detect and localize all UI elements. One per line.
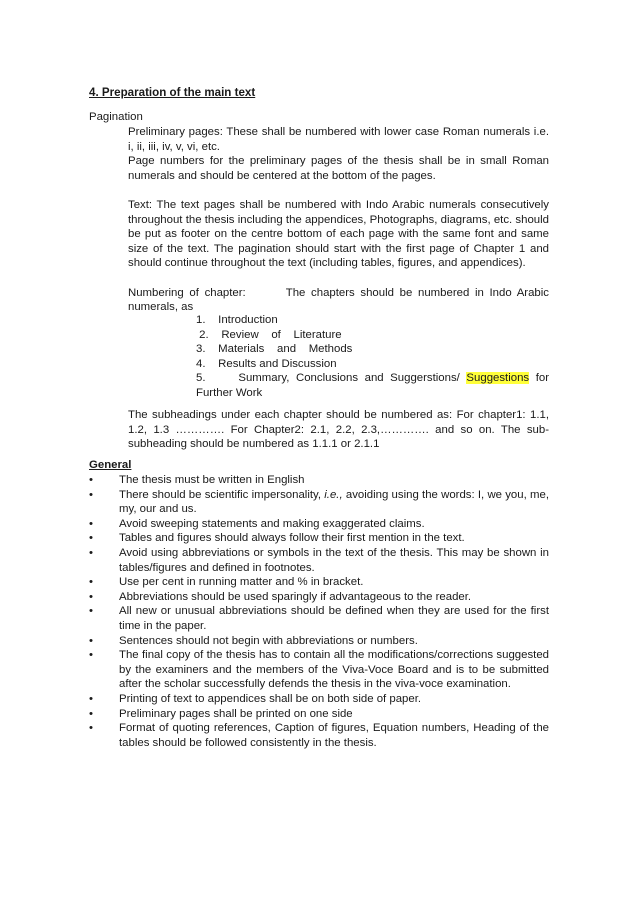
bullet-icon: • (89, 576, 93, 589)
bullet-icon: • (89, 517, 93, 530)
list-item: • There should be scientific impersonality, i.e., avoiding using the words: I, we you, me, my, our and us. (89, 488, 549, 516)
chapter-item: 2. Review of Literature (196, 328, 342, 341)
chapter-item-5 (196, 371, 553, 400)
list-item: • Preliminary pages shall be printed on one side (89, 707, 353, 720)
list-item: • Format of quoting references, Caption of figures, Equation numbers, Heading of the tables should be followed consistently in the thesis. (89, 722, 549, 749)
pagination-block (128, 125, 549, 315)
chapter-item: 4. Results and Discussion (196, 357, 337, 370)
chapter5-suffix: for Further Work (196, 372, 553, 399)
bullet-icon: • (89, 532, 93, 545)
bullet-icon: • (89, 488, 93, 501)
list-item: • The final copy of the thesis has to contain all the modifications/corrections suggested by the examiners and the members of the Viva-Voce Board and is to be submitted after the scholar successfully defends the thesis in the viva-voce examination. (89, 649, 549, 691)
numbering-label: Numbering of chapter: (128, 286, 246, 299)
preliminary-paragraph: Preliminary pages: These shall be numbered with lower case Roman numerals i.e. i, ii, iii, iv, v, vi, etc. (128, 126, 549, 153)
bullet-icon: • (89, 590, 93, 603)
bullet-icon: • (89, 692, 93, 705)
pagination-label: Pagination (89, 111, 143, 123)
list-item: • All new or unusual abbreviations should be defined when they are used for the first time in the paper. (89, 605, 549, 632)
bullet-icon: • (89, 707, 93, 720)
chapter-item: 1. Introduction (196, 314, 278, 326)
numbering-text: The chapters should be numbered in Indo Arabic numerals, as (128, 286, 549, 314)
chapter-list (196, 313, 553, 401)
general-list (89, 473, 549, 750)
preliminary-center-paragraph: Page numbers for the preliminary pages of the thesis shall be in small Roman numerals and should be centered at the bottom of the pages. (128, 155, 549, 182)
list-item: • Abbreviations should be used sparingly if advantageous to the reader. (89, 590, 472, 603)
list-item: • Tables and figures should always follow their first mention in the text. (89, 532, 465, 545)
list-item: • Sentences should not begin with abbreviations or numbers. (89, 634, 418, 647)
bullet-icon: • (89, 649, 93, 662)
chapter-item: 3. Materials and Methods (196, 343, 353, 356)
bullet-icon: • (89, 722, 93, 735)
list-item: • Avoid sweeping statements and making exaggerated claims. (89, 517, 425, 530)
chapter5-prefix: 5. Summary, Conclusions and Suggerstions/ (196, 372, 467, 385)
subheadings-paragraph: The subheadings under each chapter should be numbered as: For chapter1: 1.1, 1.2, 1.3 …………. For Chapter2: 2.1, 2.2, 2.3,…………. and so on. The sub-subheading should be numbered as 1.1.1 or 2.1.1 (128, 409, 549, 451)
bullet-icon: • (89, 546, 93, 559)
list-item: • Use per cent in running matter and % in bracket. (89, 576, 364, 589)
numbering-paragraph (128, 286, 549, 315)
text-pages-paragraph: Text: The text pages shall be numbered with Indo Arabic numerals consecutively throughout the thesis including the appendices, Photographs, diagrams, etc. should be put as footer on the centre bottom of each page with the same font and same size of the text. The pagination should start with the first page of Chapter 1 and should continue throughout the text (including tables, figures, and appendices). (128, 198, 549, 270)
list-item: • Printing of text to appendices shall be on both side of paper. (89, 692, 422, 705)
section-heading: 4. Preparation of the main text (89, 86, 256, 99)
general-heading: General (89, 459, 132, 471)
highlighted-word: Suggestions (466, 372, 530, 385)
subheading-block (128, 408, 549, 452)
bullet-icon: • (89, 474, 93, 486)
bullet-icon: • (89, 634, 93, 647)
list-item: • The thesis must be written in English (89, 474, 305, 486)
bullet-icon: • (89, 605, 93, 618)
list-item: • Avoid using abbreviations or symbols in the text of the thesis. This may be shown in tables/figures and defined in footnotes. (89, 546, 549, 574)
